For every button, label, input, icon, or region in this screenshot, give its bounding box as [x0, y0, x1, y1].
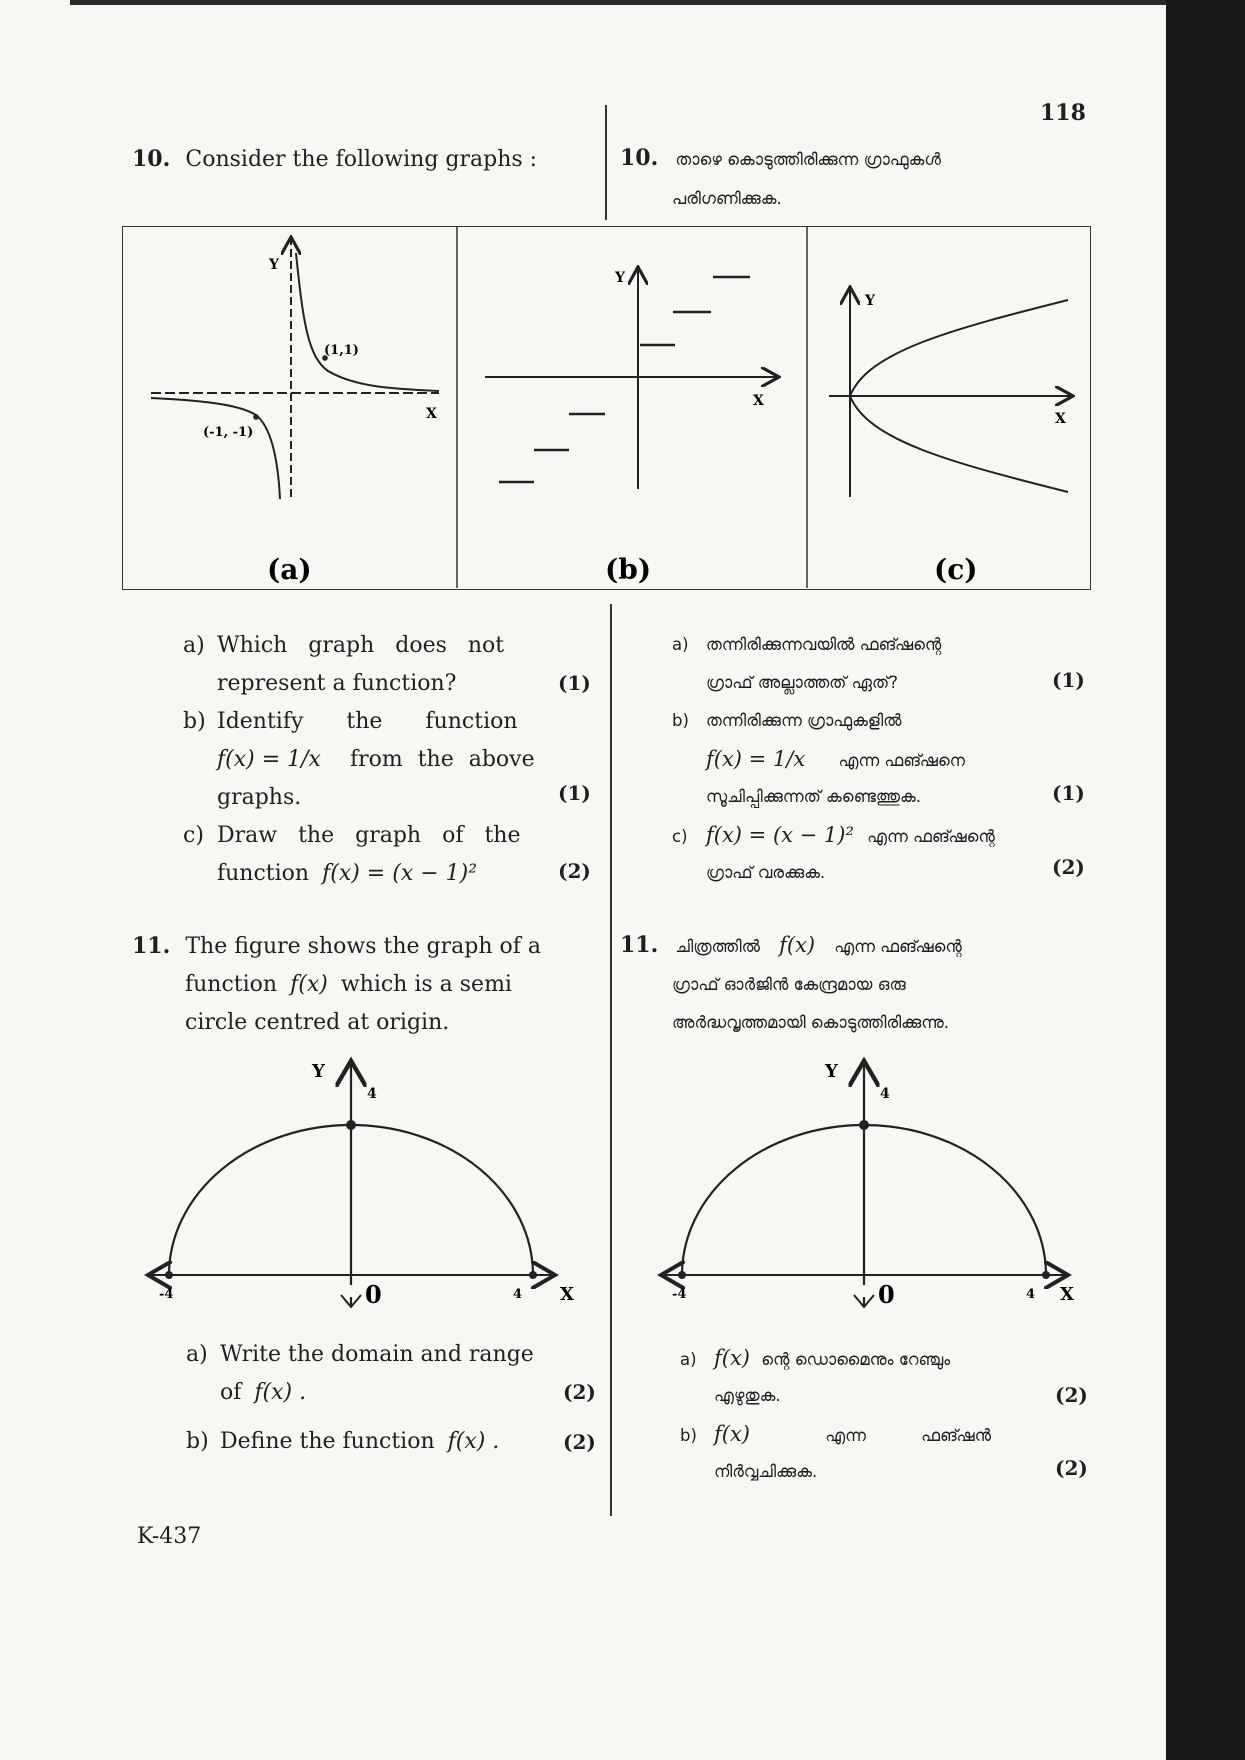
q11b-ml-marks: (2): [1055, 1456, 1088, 1480]
graphs-panel: [122, 226, 1091, 590]
semi-ml-left-label: -4: [672, 1287, 687, 1302]
semi-en-top-point: [346, 1120, 356, 1130]
semi-ml-top-label: 4: [880, 1086, 890, 1102]
q11b-en: b) Define the function f(x) .: [186, 1429, 500, 1454]
q11-heading-ml: 11. ചിത്രത്തിൽ f(x) എന്ന ഫങ്ഷന്റെ: [620, 932, 962, 958]
q11a-en-2: of f(x) .: [220, 1380, 307, 1405]
q11-en-2: function f(x) which is a semi: [185, 972, 512, 997]
q10-heading-ml: 10. താഴെ കൊടുത്തിരിക്കുന്ന ഗ്രാഫുകൾ: [620, 145, 941, 171]
fx-reciprocal: f(x) = 1/x: [217, 747, 321, 772]
q11b-marks: (2): [563, 1430, 596, 1454]
paper-code: K-437: [137, 1524, 202, 1549]
column-divider-top: [605, 105, 607, 220]
q11a-ml: a) f(x) ന്റെ ഡൊമൈനും റേഞ്ചും: [680, 1346, 951, 1370]
semi-ml-top-point: [859, 1120, 869, 1130]
q10a-en-2: represent a function?: [217, 671, 457, 696]
semi-en-left-label: -4: [159, 1287, 174, 1302]
q10b-en-2: f(x) = 1/x from the above: [217, 747, 535, 772]
semi-ml-y-label: Y: [825, 1061, 838, 1082]
scan-edge: [1166, 0, 1245, 1760]
q10-heading-ml-2: പരിഗണിക്കുക.: [672, 189, 782, 208]
q10b-ml-3: സൂചിപ്പിക്കുന്നത് കണ്ടെത്തുക.: [706, 787, 921, 806]
top-edge: [70, 0, 1170, 5]
graph-a-branch-positive: [296, 253, 439, 391]
semi-ml-origin-label: 0: [878, 1280, 895, 1309]
q10c-en: c) Draw the graph of the: [183, 823, 521, 848]
q11-ml-3: അർദ്ധവൃത്തമായി കൊടുത്തിരിക്കുന്നു.: [672, 1013, 949, 1032]
graphs-figure: [123, 227, 1089, 588]
q10a-ml-2: ഗ്രാഫ് അല്ലാത്തത് ഏത്?: [706, 673, 898, 692]
q10c-ml: c) f(x) = (x − 1)² എന്ന ഫങ്ഷന്റെ: [672, 823, 995, 847]
column-divider: [610, 604, 612, 1516]
q11b-ml-2: നിർവ്വചിക്കുക.: [714, 1462, 818, 1481]
graph-a-label-point1: (1,1): [324, 343, 359, 358]
graph-a-caption: (a): [267, 553, 312, 586]
q11b-ml: b) f(x) എന്ന ഫങ്ഷൻ: [680, 1422, 992, 1446]
semi-ml-right-point: [1042, 1271, 1050, 1279]
semi-en-top-label: 4: [367, 1086, 377, 1102]
q10b-en-3: graphs.: [217, 785, 302, 810]
q11a-ml-2: എഴുതുക.: [714, 1386, 781, 1405]
q10a-en: a) Which graph does not: [183, 633, 505, 658]
q10b-ml-marks: (1): [1052, 781, 1085, 805]
q10b-ml: b) തന്നിരിക്കുന്ന ഗ്രാഫുകളിൽ: [672, 711, 902, 730]
q11-en-3: circle centred at origin.: [185, 1010, 450, 1035]
q11-ml-2: ഗ്രാഫ് ഓർജിൻ കേന്ദ്രമായ ഒരു: [672, 975, 906, 994]
graph-b-caption: (b): [605, 553, 652, 586]
graph-a-branch-negative: [151, 398, 280, 499]
graph-b-y-label: Y: [615, 270, 625, 286]
q10c-ml-2: ഗ്രാഫ് വരക്കുക.: [706, 863, 826, 882]
q10c-marks: (2): [558, 859, 591, 883]
semi-ml-x-label: X: [1060, 1284, 1074, 1305]
q11a-en: a) Write the domain and range: [186, 1342, 534, 1367]
q10a-marks: (1): [558, 671, 591, 695]
graph-c: [829, 289, 1071, 586]
graph-a: [151, 239, 439, 586]
q10a-ml: a) തന്നിരിക്കുന്നവയിൽ ഫങ്ഷന്റെ: [672, 635, 942, 654]
graph-a-point-2: [253, 414, 259, 420]
q11a-marks: (2): [563, 1380, 596, 1404]
graph-c-caption: (c): [934, 553, 978, 586]
graph-a-y-label: Y: [269, 257, 279, 273]
q10b-en: b) Identify the function: [183, 709, 518, 734]
semi-en-right-point: [529, 1271, 537, 1279]
semi-en-right-label: 4: [513, 1287, 523, 1302]
graph-c-y-label: Y: [865, 293, 875, 309]
graph-a-label-point2: (-1, -1): [203, 425, 254, 440]
graph-a-x-label: X: [426, 406, 437, 422]
semi-en-origin-label: 0: [365, 1280, 382, 1309]
q11-heading-en: 11. The figure shows the graph of a: [132, 933, 541, 959]
semi-en-x-label: X: [560, 1284, 574, 1305]
q10c-en-2: function f(x) = (x − 1)²: [217, 861, 478, 886]
q10a-ml-marks: (1): [1052, 668, 1085, 692]
semi-en-left-point: [165, 1271, 173, 1279]
q10b-marks: (1): [558, 781, 591, 805]
page-number: 118: [1040, 100, 1086, 126]
fx-square: f(x) = (x − 1)²: [322, 861, 478, 886]
semicircle-graph-en: [135, 1045, 585, 1315]
graph-b-x-label: X: [753, 393, 764, 409]
semi-ml-right-label: 4: [1026, 1287, 1036, 1302]
graph-c-x-label: X: [1055, 411, 1066, 427]
q10-heading-en: 10. Consider the following graphs :: [132, 146, 538, 172]
semi-en-y-label: Y: [312, 1061, 325, 1082]
graph-b: [485, 269, 777, 586]
q10b-ml-2: f(x) = 1/x എന്ന ഫങ്ഷനെ: [706, 747, 965, 771]
q11a-ml-marks: (2): [1055, 1383, 1088, 1407]
semicircle-graph-ml: [648, 1045, 1098, 1315]
semi-ml-left-point: [678, 1271, 686, 1279]
q10c-ml-marks: (2): [1052, 855, 1085, 879]
